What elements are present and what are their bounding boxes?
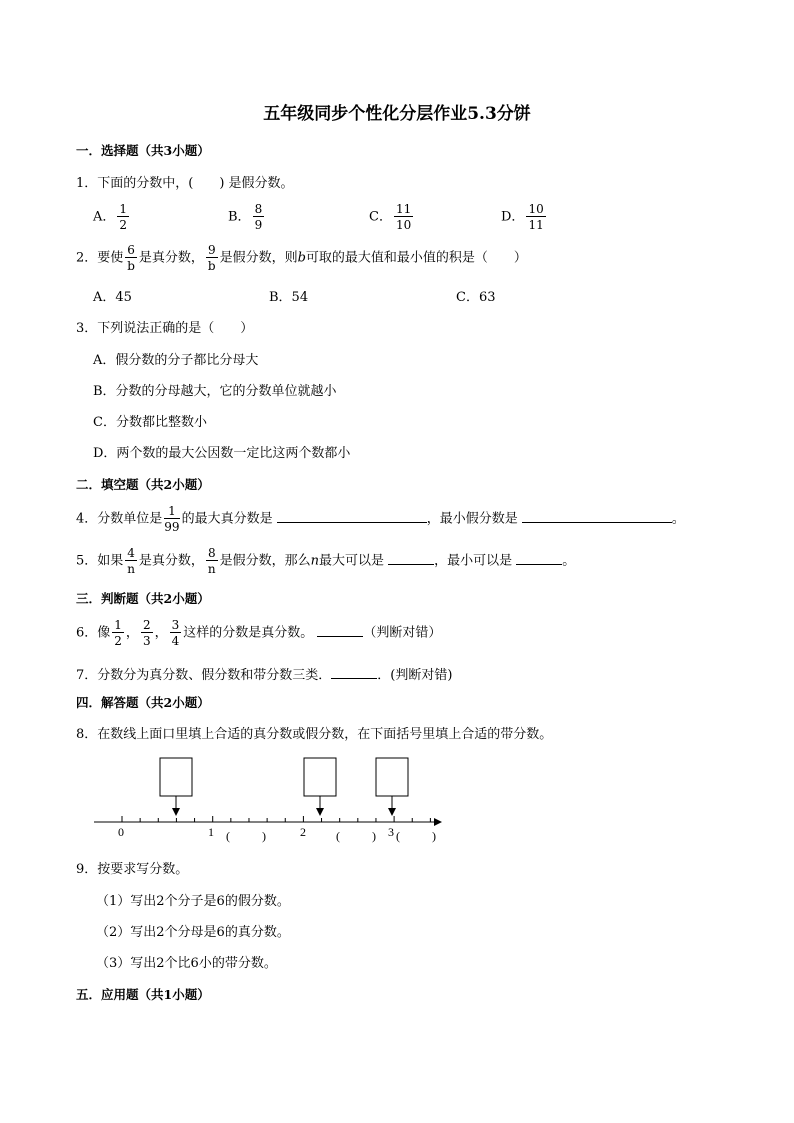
fraction: $\frac{2}{3}$	[142, 618, 151, 648]
question-3: 3．下列说法正确的是（ ）	[76, 321, 254, 336]
paren-open: (	[396, 829, 400, 843]
arrow-head	[172, 808, 180, 816]
section-heading-application: 五．应用题（共1小题）	[76, 987, 210, 1002]
question-8: 8．在数线上面口里填上合适的真分数或假分数，在下面括号里填上合适的带分数。	[76, 727, 553, 742]
answer-blank[interactable]	[331, 666, 377, 679]
fraction: $\frac{1}{2}$	[119, 202, 128, 232]
answer-blank[interactable]	[388, 552, 434, 565]
question-7: 7．分数分为真分数、假分数和带分数三类． ．(判断对错)	[76, 668, 453, 683]
question-2: 2．要使 $\frac{6}{b}$ 是真分数， $\frac{9}{b}$ 是假分数，则b可取的最大值和最小值的积是（ ）	[76, 243, 527, 273]
fraction: $\frac{9}{b}$	[207, 243, 216, 273]
fraction: $\frac{10}{11}$	[528, 202, 544, 232]
question-1: 1．下面的分数中，( ) 是假分数。	[76, 176, 294, 191]
tick-label-1: 1	[208, 825, 214, 839]
paren-close: )	[262, 829, 266, 843]
q1-option-c[interactable]: C． $\frac{11}{10}$	[369, 202, 412, 232]
fraction: $\frac{11}{10}$	[395, 202, 412, 232]
tick-label-0: 0	[118, 825, 124, 839]
question-5: 5．如果 $\frac{4}{n}$ 是真分数， $\frac{8}{n}$ 是假分数，那么n最大可以是 ，最小可以是 。	[76, 546, 576, 576]
axis-arrow	[434, 818, 442, 826]
q3-option-c[interactable]: C．分数都比整数小	[93, 415, 207, 430]
fraction: $\frac{1}{2}$	[114, 618, 122, 648]
section-heading-answer: 四．解答题（共2小题）	[76, 695, 210, 710]
axis-ticks	[122, 816, 430, 822]
fraction: $\frac{1}{99}$	[164, 504, 180, 534]
q9-item-3: （3）写出2个比6小的带分数。	[96, 956, 277, 971]
q2-option-c[interactable]: C．63	[456, 290, 496, 305]
number-line-diagram	[0, 750, 794, 850]
q3-option-d[interactable]: D．两个数的最大公因数一定比这两个数都小	[93, 446, 351, 461]
question-4: 4．分数单位是 $\frac{1}{99}$ 的最大真分数是 ，最小假分数是 。	[76, 504, 685, 534]
q3-option-a[interactable]: A．假分数的分子都比分母大	[93, 353, 259, 368]
answer-blank[interactable]	[277, 510, 427, 523]
arrow-head	[316, 808, 324, 816]
q9-item-1: （1）写出2个分子是6的假分数。	[96, 894, 290, 909]
fraction: $\frac{6}{b}$	[127, 243, 135, 273]
tick-label-3: 3	[388, 825, 394, 839]
answer-box[interactable]	[376, 758, 408, 796]
answer-box[interactable]	[304, 758, 336, 796]
section-heading-judge: 三．判断题（共2小题）	[76, 591, 210, 606]
fraction: $\frac{8}{n}$	[207, 546, 216, 576]
paren-open: (	[226, 829, 230, 843]
question-9: 9．按要求写分数。	[76, 862, 189, 877]
fraction: $\frac{8}{9}$	[254, 202, 263, 232]
section-heading-fill: 二．填空题（共2小题）	[76, 477, 210, 492]
q9-item-2: （2）写出2个分母是6的真分数。	[96, 925, 290, 940]
arrow-head	[388, 808, 396, 816]
paren-open: (	[336, 829, 340, 843]
fraction: $\frac{3}{4}$	[171, 618, 180, 648]
page-title: 五年级同步个性化分层作业5.3分饼	[263, 104, 531, 124]
q1-option-b[interactable]: B． $\frac{8}{9}$	[228, 202, 263, 232]
paren-close: )	[372, 829, 376, 843]
fraction: $\frac{4}{n}$	[127, 546, 135, 576]
question-6: 6．像 $\frac{1}{2}$ ， $\frac{2}{3}$ ， $\frac{3}{4}$ 这样的分数是真分数。 （判断对错）	[76, 618, 442, 648]
q2-option-a[interactable]: A．45	[93, 290, 132, 305]
answer-box[interactable]	[160, 758, 192, 796]
q1-option-a[interactable]: A． $\frac{1}{2}$	[93, 202, 128, 232]
answer-blank[interactable]	[516, 552, 562, 565]
answer-blank[interactable]	[522, 510, 672, 523]
tick-label-2: 2	[300, 825, 306, 839]
answer-blank[interactable]	[317, 624, 363, 637]
q1-option-d[interactable]: D． $\frac{10}{11}$	[501, 202, 544, 232]
q3-option-b[interactable]: B．分数的分母越大，它的分数单位就越小	[93, 384, 337, 399]
paren-close: )	[432, 829, 436, 843]
section-heading-choice: 一．选择题（共3小题）	[76, 143, 210, 158]
q2-option-b[interactable]: B．54	[269, 290, 309, 305]
